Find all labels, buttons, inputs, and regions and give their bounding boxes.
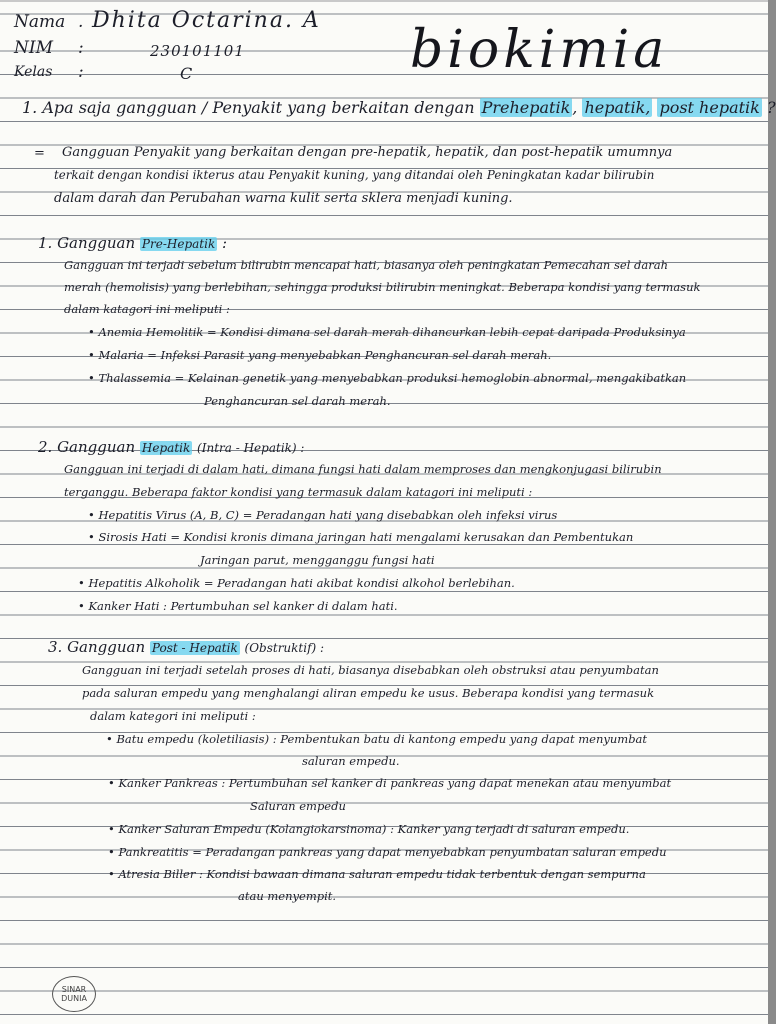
question-sep: , (572, 98, 578, 117)
page-top-edge (0, 0, 768, 2)
section-3-item-2: • Kanker Pankreas : Pertumbuhan sel kanker di pankreas yang dapat menekan atau menyumbat (108, 776, 672, 790)
section-3-prefix: 3. Gangguan (48, 638, 146, 656)
section-2-item-2: • Sirosis Hati = Kondisi kronis dimana jaringan hati mengalami kerusakan dan Pembentukan (88, 530, 634, 544)
student-kelas: C (180, 64, 193, 83)
section-2-item-1: • Hepatitis Virus (A, B, C) = Peradangan hati yang disebabkan oleh infeksi virus (88, 508, 558, 522)
question-1 (22, 98, 776, 117)
student-nim: 230101101 (150, 42, 245, 60)
section-3-suffix: (Obstruktif) : (244, 641, 325, 655)
highlight-prehepatik: Prehepatik (481, 98, 571, 117)
section-2-suffix: (Intra - Hepatik) : (197, 441, 305, 455)
section-1-heading (38, 234, 227, 252)
highlight-hepatik-2: Hepatik (141, 441, 191, 455)
section-2-item-4: • Kanker Hati : Pertumbuhan sel kanker di dalam hati. (78, 599, 398, 613)
section-1-prefix: 1. Gangguan (38, 234, 136, 252)
section-1-suffix: : (222, 234, 228, 252)
section-1-item-3-cont: Penghancuran sel darah merah. (204, 394, 391, 408)
section-3-heading (48, 638, 324, 656)
section-3-item-5-cont: atau menyempit. (238, 889, 337, 903)
section-3-item-4: • Pankreatitis = Peradangan pankreas yang dapat menyebabkan penyumbatan saluran empedu (108, 845, 667, 859)
section-3-desc-3: dalam kategori ini meliputi : (90, 709, 256, 723)
section-1-desc-1: Gangguan ini terjadi sebelum bilirubin mencapai hati, biasanya oleh peningkatan Pemecahan sel darah (64, 258, 669, 272)
section-3-item-1: • Batu empedu (koletiliasis) : Pembentukan batu di kantong empedu yang dapat menyumbat (106, 732, 648, 746)
intro-line-3: dalam darah dan Perubahan warna kulit serta sklera menjadi kuning. (54, 191, 513, 206)
intro-line-2: terkait dengan kondisi ikterus atau Penyakit kuning, yang ditandai oleh Peningkatan kadar bilirubin (54, 168, 655, 182)
label-nama: Nama (14, 12, 66, 32)
section-2-heading (38, 438, 304, 456)
section-3-desc-1: Gangguan ini terjadi setelah proses di hati, biasanya disebabkan oleh obstruksi atau penyumbatan (82, 663, 659, 677)
label-nim: NIM (14, 38, 53, 58)
sep-nim: : (78, 38, 84, 58)
sep-kelas: : (78, 62, 84, 82)
question-suffix: ? (766, 98, 776, 117)
section-1-item-2: • Malaria = Infeksi Parasit yang menyebabkan Penghancuran sel darah merah. (88, 348, 552, 362)
logo-line-1: SINAR (61, 985, 87, 994)
sinar-dunia-logo (52, 976, 96, 1012)
section-2-item-3: • Hepatitis Alkoholik = Peradangan hati akibat kondisi alkohol berlebihan. (78, 576, 515, 590)
section-1-item-3: • Thalassemia = Kelainan genetik yang menyebabkan produksi hemoglobin abnormal, mengakibatkan (88, 371, 687, 385)
highlight-post-hepatik-2: Post - Hepatik (151, 641, 238, 655)
intro-line-1: Gangguan Penyakit yang berkaitan dengan pre-hepatik, hepatik, dan post-hepatik umumnya (62, 145, 673, 160)
section-2-prefix: 2. Gangguan (38, 438, 136, 456)
sep-nama: . (78, 12, 84, 32)
section-3-item-3: • Kanker Saluran Empedu (Kolangiokarsinoma) : Kanker yang terjadi di saluran empedu. (108, 822, 630, 836)
section-1-desc-2: merah (hemolisis) yang berlebihan, sehingga produksi bilirubin meningkat. Beberapa kondisi yang termasuk (64, 280, 701, 294)
section-2-desc-2: terganggu. Beberapa faktor kondisi yang termasuk dalam katagori ini meliputi : (64, 485, 533, 499)
section-3-desc-2: pada saluran empedu yang menghalangi aliran empedu ke usus. Beberapa kondisi yang termasuk (82, 686, 655, 700)
section-2-item-2-cont: Jaringan parut, mengganggu fungsi hati (200, 553, 435, 567)
subject-title: biokimia (410, 20, 669, 80)
highlight-hepatik: hepatik, (584, 98, 651, 117)
highlight-post-hepatik: post hepatik (659, 98, 760, 117)
student-name: Dhita Octarina. A (92, 8, 321, 33)
question-prefix: 1. Apa saja gangguan / Penyakit yang berkaitan dengan (22, 98, 475, 117)
label-kelas: Kelas (14, 64, 53, 80)
highlight-pre-hepatik: Pre-Hepatik (141, 237, 216, 251)
section-3-item-1-cont: saluran empedu. (302, 754, 400, 768)
logo-line-2: DUNIA (61, 994, 87, 1003)
intro-bullet: = (34, 146, 45, 161)
section-1-item-1: • Anemia Hemolitik = Kondisi dimana sel darah merah dihancurkan lebih cepat daripada Produksinya (88, 325, 686, 339)
section-1-desc-3: dalam katagori ini meliputi : (64, 302, 230, 316)
section-3-item-2-cont: Saluran empedu (250, 799, 346, 813)
section-2-desc-1: Gangguan ini terjadi di dalam hati, dimana fungsi hati dalam memproses dan mengkonjugasi bilirubin (64, 462, 662, 476)
section-3-item-5: • Atresia Biller : Kondisi bawaan dimana saluran empedu tidak terbentuk dengan sempurna (108, 867, 646, 881)
